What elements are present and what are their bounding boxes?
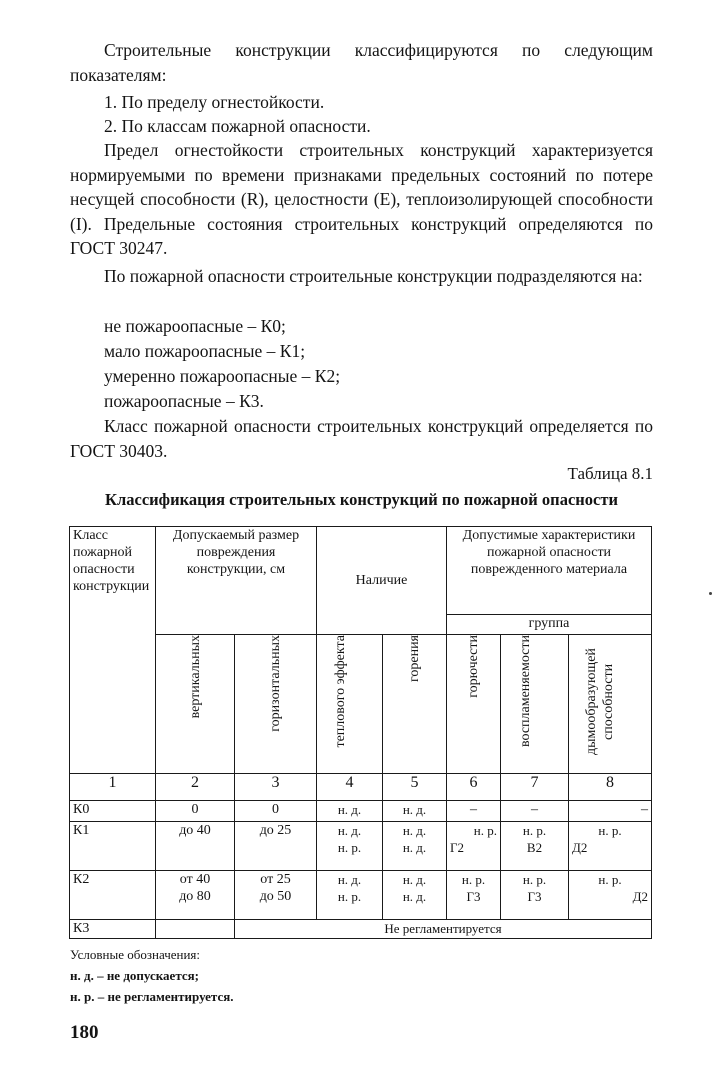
header-burning: горения [383,635,447,774]
cell-ignitability: н. р. Г3 [501,871,569,920]
legend-nr: н. р. – не регламентируется. [70,989,234,1004]
class-paragraph: Класс пожарной опасности строительных конструкций определяется по ГОСТ 30403. [70,416,653,461]
column-number: 2 [156,774,235,801]
table-row-k3 [70,920,652,939]
hazard-list-item: пожароопасные – К3. [104,391,264,411]
header-characteristics: Допустимые характеристики пожарной опасности поврежденного материала [447,527,652,615]
header-ignitability: воспламеняемости [501,635,569,774]
column-number: 8 [569,774,652,801]
column-number: 5 [383,774,447,801]
cell-ignitability: н. р. В2 [501,822,569,871]
cell-empty [156,920,235,939]
header-group: группа [447,615,652,635]
intro-item-1: 1. По пределу огнестойкости. [104,92,325,112]
hazard-list-item: умеренно пожароопасные – К2; [104,366,341,386]
cell-burning: н. д. н. д. [383,822,447,871]
cell-thermal: н. д. н. р. [317,871,383,920]
header-damage-size: Допускаемый размер повреждения конструкции, см [156,527,317,635]
table-row-k0 [70,801,652,822]
cell-not-regulated: Не регламентируется [235,920,652,939]
column-number-row [70,774,652,801]
cell-thermal: н. д. н. р. [317,822,383,871]
cell-horizontal: 0 [235,801,317,822]
header-thermal-effect: теплового эффекта [317,635,383,774]
row-class: К0 [70,801,156,822]
row-class: К1 [70,822,156,871]
cell-smoke: н. р. Д2 [569,871,652,920]
column-number: 3 [235,774,317,801]
cell-vertical: от 40 до 80 [156,871,235,920]
column-number: 4 [317,774,383,801]
cell-vertical: до 40 [156,822,235,871]
legend-title: Условные обозначения: [70,947,201,962]
scan-speck [709,592,712,595]
cell-smoke: н. р. Д2 [569,822,652,871]
table-title: Классификация строительных конструкций по пожарной опасности [105,490,618,509]
page-number: 180 [70,1022,99,1043]
cell-horizontal: от 25 до 50 [235,871,317,920]
hazard-list-item: мало пожароопасные – К1; [104,341,306,361]
cell-flammability: н. р. Г2 [447,822,501,871]
header-horizontal: горизонтальных [235,635,317,774]
header-presence: Наличие [317,527,447,635]
intro-lead: Строительные конструкции классифицируются по следующим показателям: [70,40,653,85]
cell-smoke: – [569,801,652,822]
row-class: К3 [70,920,156,939]
column-number: 7 [501,774,569,801]
header-vertical: вертикальных [156,635,235,774]
row-class: К2 [70,871,156,920]
cell-vertical: 0 [156,801,235,822]
hazard-list-item: не пожароопасные – К0; [104,316,286,336]
cell-burning: н. д. н. д. [383,871,447,920]
column-number: 6 [447,774,501,801]
header-flammability: горючести [447,635,501,774]
intro-item-2: 2. По классам пожарной опасности. [104,116,371,136]
legend-nd: н. д. – не допускается; [70,968,200,983]
header-class: Класс пожарной опасности конструкции [70,527,156,774]
classification-table [69,526,652,939]
cell-thermal: н. д. [317,801,383,822]
cell-burning: н. д. [383,801,447,822]
cell-flammability: н. р. Г3 [447,871,501,920]
column-number: 1 [70,774,156,801]
hazard-intro: По пожарной опасности строительные конструкции подразделяются на: [104,266,643,286]
table-number: Таблица 8.1 [567,464,653,483]
cell-flammability: – [447,801,501,822]
table-row-k1 [70,822,652,871]
header-smoke: дымообразующей способности [569,635,652,774]
legend [70,944,234,1007]
table-row-k2 [70,871,652,920]
fire-limit-paragraph: Предел огнестойкости строительных конструкций характеризуется нормируемыми по времени признаками предельных состояний по потере несущей способности (R), целостности (E), теплоизолирующей способности (I). Предельные состояния строительных конструкций определяются по ГОСТ 30247. [70,140,653,258]
cell-ignitability: – [501,801,569,822]
cell-horizontal: до 25 [235,822,317,871]
